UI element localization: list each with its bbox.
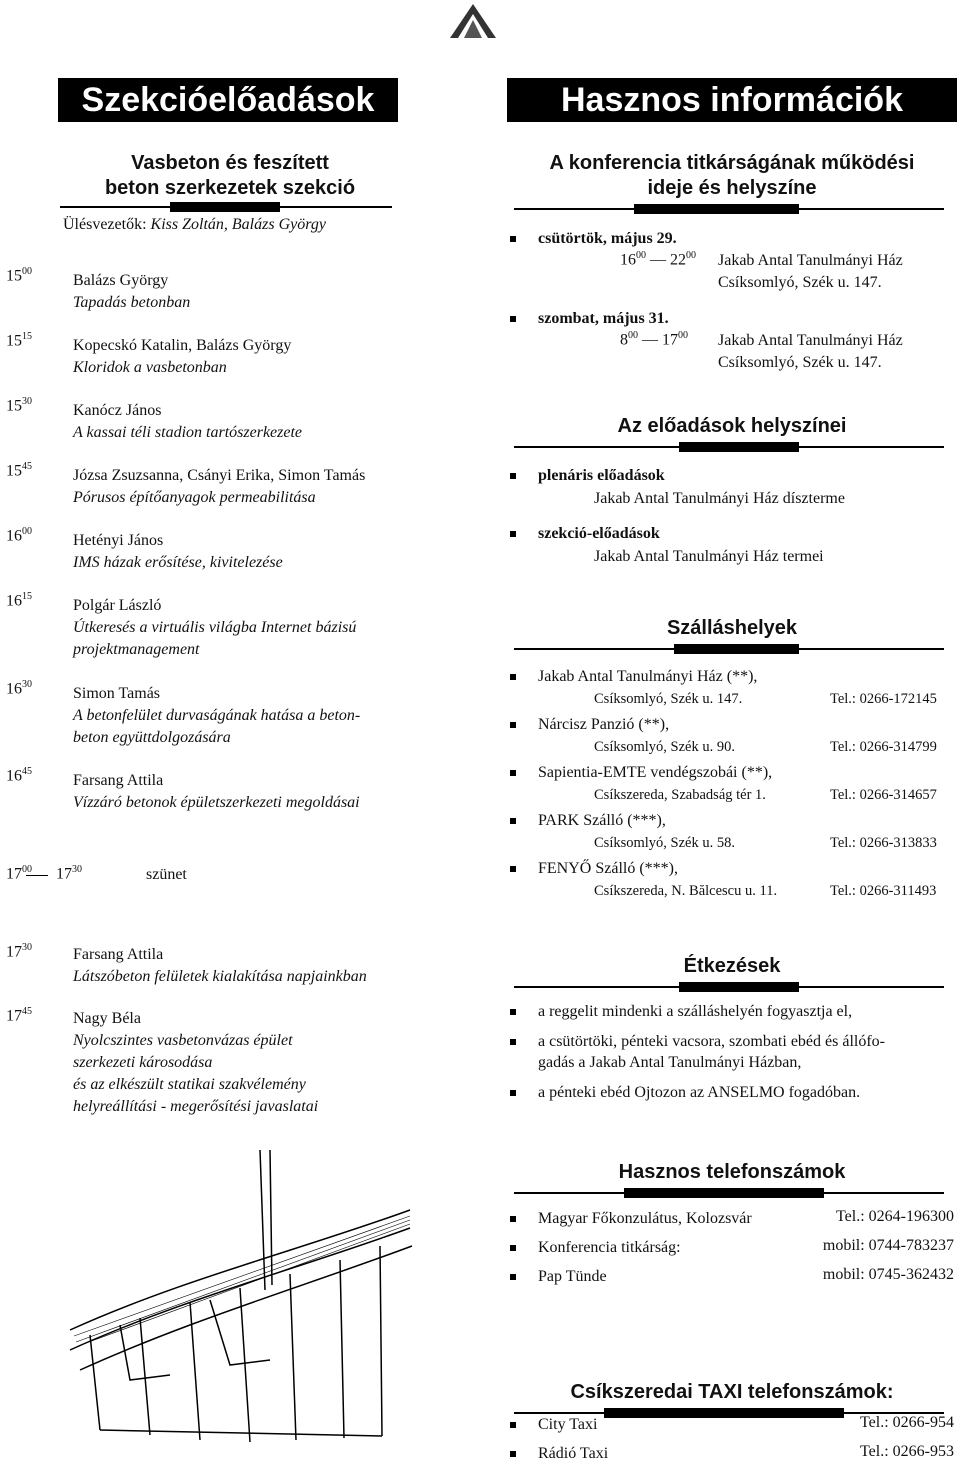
venue-label: szekció-előadások: [538, 523, 660, 545]
phones-rule: [514, 1192, 944, 1194]
talk-item: [73, 465, 365, 509]
talk-time: $16^{45}$: [6, 766, 32, 785]
talk-title: Vízzáró betonok épületszerkezeti megoldásai: [73, 794, 360, 811]
phone-number: mobil: 0745-362432: [822, 1266, 954, 1283]
talk-title: Pórusos építőanyagok permeabilitása: [73, 489, 316, 506]
lodging-name: Nárcisz Panzió (**),: [538, 714, 669, 736]
day-place: Jakab Antal Tanulmányi Ház Csíksomlyó, Szék u. 147.: [718, 332, 903, 371]
talk-time: $15^{15}$: [6, 331, 32, 350]
lodging-name: FENYŐ Szálló (***),: [538, 858, 678, 880]
break-time: $17^{00}$ $17^{30}$: [6, 864, 82, 883]
talk-time: $17^{45}$: [6, 1006, 32, 1025]
lodging-tel: Tel.: 0266-172145: [830, 691, 937, 707]
talk-title: Kloridok a vasbetonban: [73, 359, 227, 376]
meal-item: a csütörtöki, pénteki vacsora, szombati ebéd és állófo-: [538, 1031, 885, 1053]
meal-item: gadás a Jakab Antal Tanulmányi Házban,: [538, 1054, 802, 1071]
talk-speaker: Hetényi János: [73, 532, 164, 549]
section-title-line2: beton szerkezetek szekció: [104, 177, 356, 199]
day-hours: $16^{00}$ — $22^{00}$: [620, 250, 696, 269]
talk-title: A kassai téli stadion tartószerkezete: [73, 424, 303, 441]
talk-title: A betonfelület durvaságának hatása a beton-: [73, 707, 361, 724]
talk-title: és az elkészült statikai szakvélemény: [73, 1076, 306, 1093]
section-title: [60, 151, 400, 201]
phones-title: Hasznos telefonszámok: [618, 1161, 846, 1183]
phone-name: Magyar Főkonzulátus, Kolozsvár: [538, 1208, 752, 1230]
right-banner: Hasznos információk: [507, 78, 957, 122]
talk-title: IMS házak erősítése, kivitelezése: [73, 554, 283, 571]
phone-name: Konferencia titkárság:: [538, 1237, 681, 1259]
meal-item: a pénteki ebéd Ojtozon az ANSELMO fogadóban.: [538, 1082, 860, 1104]
venues-rule: [514, 446, 944, 448]
bridge-illustration: [60, 1150, 420, 1455]
phone-number: mobil: 0744-783237: [822, 1237, 954, 1254]
lodging-tel: Tel.: 0266-314657: [830, 787, 937, 803]
lodging-name: Jakab Antal Tanulmányi Ház (**),: [538, 666, 757, 688]
talk-speaker: Nagy Béla: [73, 1010, 141, 1027]
dash: [26, 875, 48, 876]
talk-speaker: Kopecskó Katalin, Balázs György: [73, 337, 292, 354]
venue-place: Jakab Antal Tanulmányi Ház termei: [594, 548, 824, 565]
talk-title: Nyolcszintes vasbetonvázas épület: [73, 1032, 293, 1049]
talk-title-cont: projektmanagement: [73, 641, 200, 658]
meals-title: Étkezések: [683, 955, 781, 977]
talk-item: [73, 1008, 318, 1118]
talk-speaker: Polgár László: [73, 597, 162, 614]
talk-item: [73, 770, 360, 814]
section-rule: [60, 206, 392, 208]
day-item: szombat, május 31.: [538, 308, 669, 330]
lodging-tel: Tel.: 0266-314799: [830, 739, 937, 755]
taxi-number: Tel.: 0266-954: [860, 1414, 954, 1431]
lodging-rule: [514, 648, 944, 650]
venues-title: Az előadások helyszínei: [617, 415, 847, 437]
day-hours: $8^{00}$ — $17^{00}$: [620, 330, 688, 349]
talk-item: [73, 400, 302, 444]
talk-time: $16^{15}$: [6, 591, 32, 610]
meal-item: a reggelit mindenki a szálláshelyén fogyasztja el,: [538, 1001, 852, 1023]
secretariat-title: [507, 151, 957, 201]
logo-icon: [448, 2, 498, 40]
lodging-addr: Csíksomlyó, Szék u. 147.: [594, 691, 743, 707]
lodging-addr: Csíksomlyó, Szék u. 90.: [594, 739, 735, 755]
secretariat-title-line2: ideje és helyszíne: [647, 177, 817, 199]
talk-speaker: Józsa Zsuzsanna, Csányi Erika, Simon Tamás: [73, 467, 366, 484]
talk-time: $15^{45}$: [6, 461, 32, 480]
talk-title-cont: beton együttdolgozására: [73, 729, 231, 746]
talk-title: Látszóbeton felületek kialakítása napjainkban: [73, 968, 367, 985]
talk-title: Útkeresés a virtuális világba Internet bázisú: [73, 619, 357, 636]
talk-speaker: Simon Tamás: [73, 685, 161, 702]
lodging-tel: Tel.: 0266-311493: [830, 883, 937, 899]
taxi-number: Tel.: 0266-953: [860, 1443, 954, 1460]
break-label: szünet: [146, 866, 187, 883]
lodging-title: Szálláshelyek: [666, 617, 798, 639]
talk-time: $15^{00}$: [6, 266, 32, 285]
talk-title: helyreállítási - megerősítési javaslatai: [73, 1098, 319, 1115]
phone-number: Tel.: 0264-196300: [836, 1208, 954, 1225]
secretariat-rule: [514, 208, 944, 210]
chairs: [63, 216, 326, 234]
lodging-name: PARK Szálló (***),: [538, 810, 666, 832]
chairs-label: Ülésvezetők:: [63, 216, 151, 233]
lodging-addr: Csíkszereda, N. Bălcescu u. 11.: [594, 883, 778, 899]
talk-item: [73, 530, 283, 574]
day-place: Jakab Antal Tanulmányi Ház Csíksomlyó, Szék u. 147.: [718, 252, 903, 291]
talk-title: szerkezeti károsodása: [73, 1054, 213, 1071]
meals-rule: [514, 986, 944, 988]
talk-title: Tapadás betonban: [73, 294, 191, 311]
venue-place: Jakab Antal Tanulmányi Ház díszterme: [594, 490, 845, 507]
talk-time: $16^{30}$: [6, 679, 32, 698]
chairs-names: Kiss Zoltán, Balázs György: [150, 216, 326, 233]
talk-item: [73, 683, 360, 749]
taxi-name: Rádió Taxi: [538, 1443, 608, 1465]
secretariat-title-line1: A konferencia titkárságának működési: [549, 152, 915, 174]
talk-item: [73, 270, 190, 314]
talk-item: [73, 595, 356, 661]
lodging-tel: Tel.: 0266-313833: [830, 835, 937, 851]
left-banner: Szekcióelőadások: [58, 78, 398, 122]
talk-item: [73, 944, 367, 988]
phone-name: Pap Tünde: [538, 1266, 607, 1288]
lodging-name: Sapientia-EMTE vendégszobái (**),: [538, 762, 772, 784]
talk-speaker: Farsang Attila: [73, 946, 164, 963]
talk-speaker: Balázs György: [73, 272, 169, 289]
taxi-name: City Taxi: [538, 1414, 597, 1436]
day-item: csütörtök, május 29.: [538, 228, 677, 250]
talk-item: [73, 335, 291, 379]
talk-speaker: Kanócz János: [73, 402, 162, 419]
taxi-title: Csíkszeredai TAXI telefonszámok:: [570, 1381, 894, 1403]
section-title-line1: Vasbeton és feszített: [131, 152, 329, 174]
lodging-addr: Csíksomlyó, Szék u. 58.: [594, 835, 735, 851]
talk-speaker: Farsang Attila: [73, 772, 164, 789]
talk-time: $17^{30}$: [6, 942, 32, 961]
talk-time: $15^{30}$: [6, 396, 32, 415]
lodging-addr: Csíkszereda, Szabadság tér 1.: [594, 787, 766, 803]
talk-time: $16^{00}$: [6, 526, 32, 545]
venue-label: plenáris előadások: [538, 465, 665, 487]
